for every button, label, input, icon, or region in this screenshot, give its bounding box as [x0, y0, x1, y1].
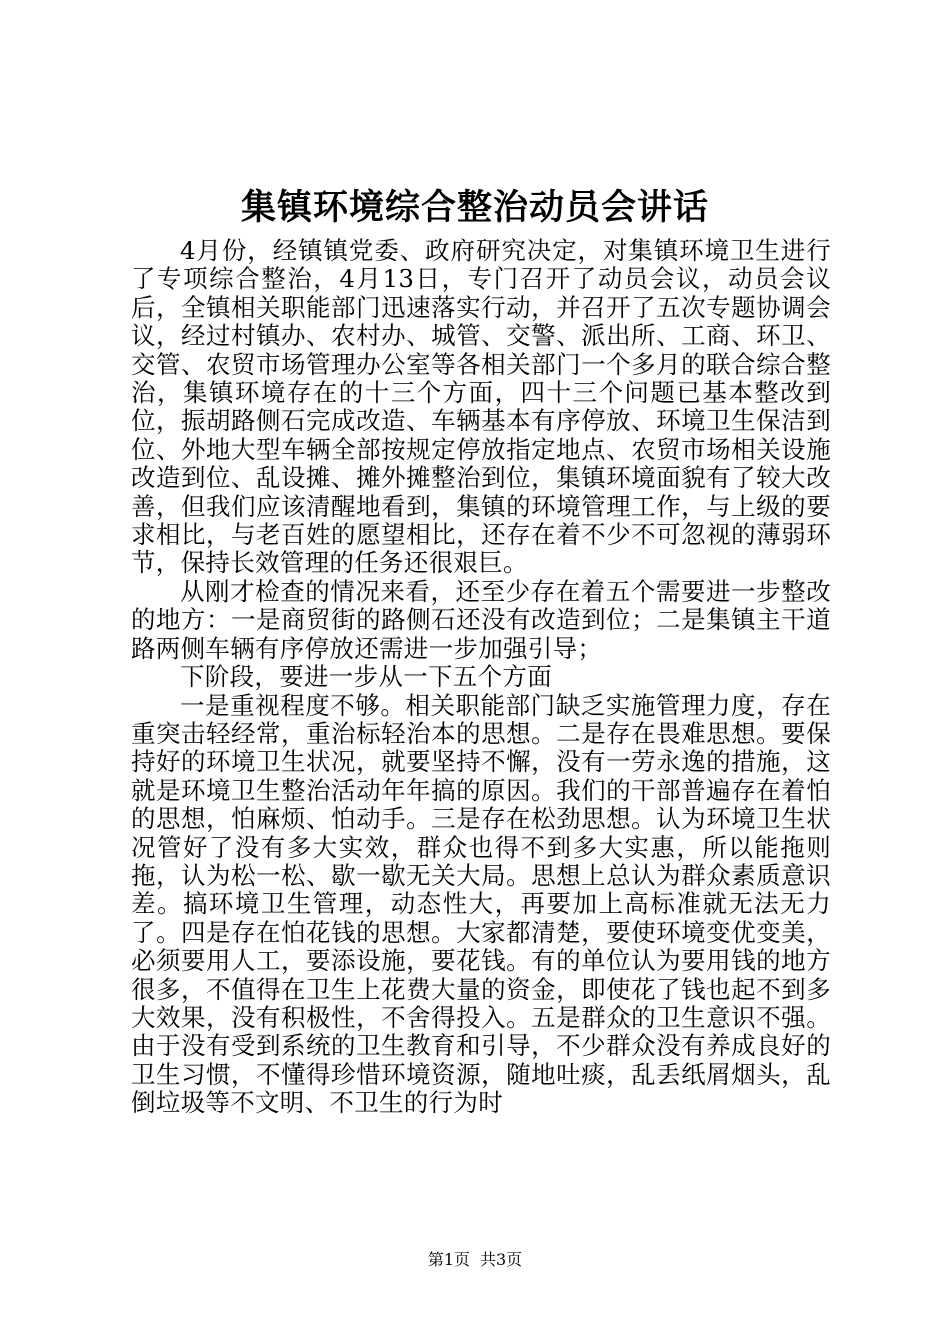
paragraph: 一是重视程度不够。相关职能部门缺乏实施管理力度，存在重突击轻经常，重治标轻治本的思想。二是存在畏难思想。要保持好的环境卫生状况，就要坚持不懈，没有一劳永逸的措施，这就是环境卫生整治活动年年搞的原因。我们的干部普遍存在着怕的思想，怕麻烦、怕动手。三是存在松劲思想。认为环境卫生状况管好了没有多大实效，群众也得不到多大实惠，所以能拖则拖，认为松一松、歇一歇无关大局。思想上总认为群众素质意识差。搞环境卫生管理，动态性大，再要加上高标准就无法无力了。四是存在怕花钱的思想。大家都清楚，要使环境变优变美，必须要用人工，要添设施，要花钱。有的单位认为要用钱的地方很多，不值得在卫生上花费大量的资金，即使花了钱也起不到多大效果，没有积极性，不舍得投入。五是群众的卫生意识不强。由于没有受到系统的卫生教育和引导，不少群众没有养成良好的卫生习惯，不懂得珍惜环境资源，随地吐痰，乱丢纸屑烟头，乱倒垃圾等不文明、不卫生的行为时	[131, 690, 831, 1118]
document-title: 集镇环境综合整治动员会讲话	[240, 187, 709, 228]
paragraph: 下阶段，要进一步从一下五个方面	[180, 662, 552, 692]
page-number: 第1页	[427, 1250, 470, 1269]
paragraph: 4月份，经镇镇党委、政府研究决定，对集镇环境卫生进行了专项综合整治，4月13日，专门召开了动员会议，动员会议后，全镇相关职能部门迅速落实行动，并召开了五次专题协调会议，经过村镇办、农村办、城管、交警、派出所、工商、环卫、交管、农贸市场管理办公室等各相关部门一个多月的联合综合整治，集镇环境存在的十三个方面，四十三个问题已基本整改到位，振胡路侧石完成改造、车辆基本有序停放、环境卫生保洁到位、外地大型车辆全部按规定停放指定地点、农贸市场相关设施改造到位、乱设摊、摊外摊整治到位，集镇环境面貌有了较大改善，但我们应该清醒地看到，集镇的环境管理工作，与上级的要求相比，与老百姓的愿望相比，还存在着不少不可忽视的薄弱环节，保持长效管理的任务还很艰巨。	[131, 236, 831, 578]
page-footer	[0, 1250, 950, 1270]
page-total: 共3页	[480, 1250, 523, 1269]
paragraph: 从刚才检查的情况来看，还至少存在着五个需要进一步整改的地方：一是商贸街的路侧石还没有改造到位；二是集镇主干道路两侧车辆有序停放还需进一步加强引导；	[131, 576, 831, 663]
document-body	[131, 237, 831, 1118]
